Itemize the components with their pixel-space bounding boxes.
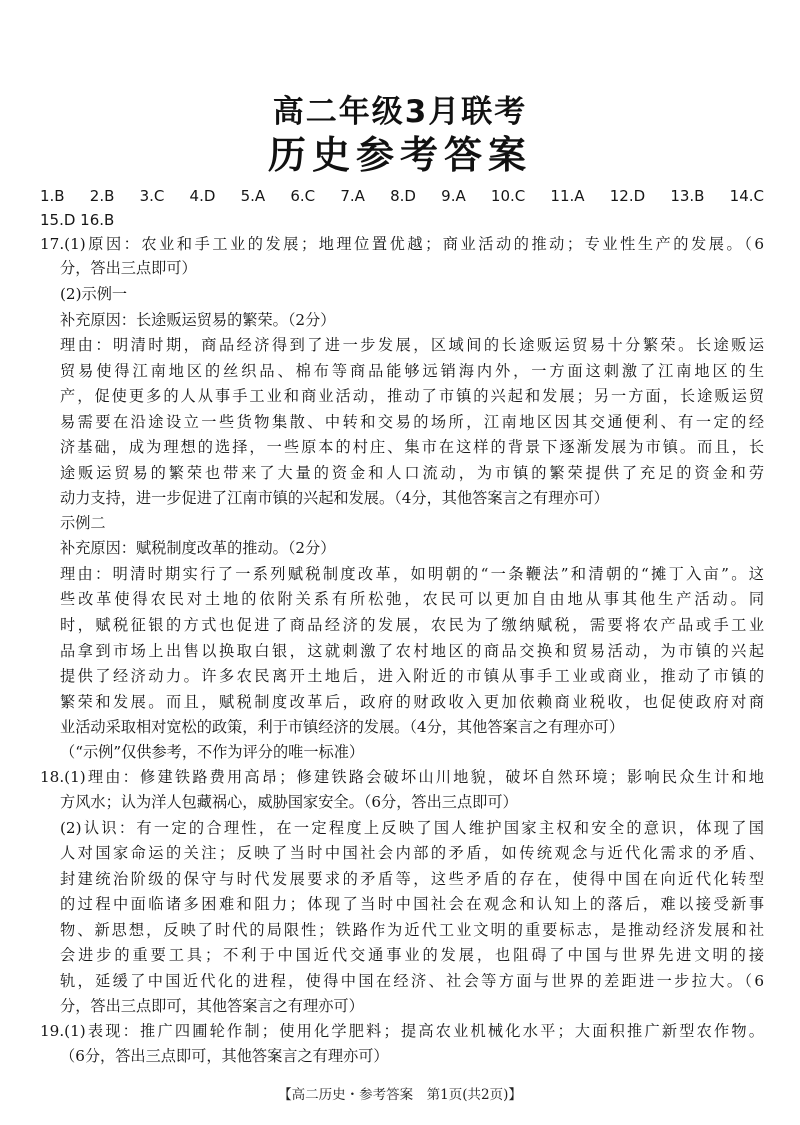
mc-answers-line-2: 15.D 16.B: [40, 211, 115, 229]
q17-line: 济基础，成为理想的选择，一些原本的村庄、集市在这样的背景下逐渐发展为市镇。而且，长: [60, 438, 764, 456]
q17-line: 贸易使得江南地区的丝织品、棉布等商品能够远销海内外，一方面这刺激了江南地区的生: [60, 362, 764, 380]
q17-line: 理由：明清时期实行了一系列赋税制度改革，如明朝的“一条鞭法”和清朝的“摊丁入亩”。这: [60, 565, 764, 583]
q17-line: 易需要在沿途设立一些货物集散、中转和交易的场所，江南地区因其交通便利、有一定的经: [60, 413, 764, 431]
q17-line: 理由：明清时期，商品经济得到了进一步发展，区域间的长途贩运贸易十分繁荣。长途贩运: [60, 336, 764, 354]
q17-line: 些改革使得农民对土地的依附关系有所松弛，农民可以更加自由地从事其他生产活动。同: [60, 590, 764, 608]
q19-line: 19.(1)表现：推广四圃轮作制；使用化学肥料；提高农业机械化水平；大面积推广新型农作物。: [40, 1022, 764, 1040]
q17-line: 产，促使更多的人从事手工业和商业活动，推动了市镇的兴起和发展；另一方面，长途贩运贸: [60, 387, 764, 405]
q19-line: （6分，答出三点即可，其他答案言之有理亦可）: [60, 1047, 389, 1065]
q18-line: 物、新思想，反映了时代的局限性；铁路作为近代工业文明的重要标志，是推动经济发展和社: [60, 921, 764, 939]
q17-line: 补充原因：长途贩运贸易的繁荣。（2分）: [60, 311, 336, 329]
q17-line: 补充原因：赋税制度改革的推动。（2分）: [60, 539, 336, 557]
q17-line: 17.(1)原因：农业和手工业的发展；地理位置优越；商业活动的推动；专业性生产的发展。（6: [40, 235, 764, 253]
q18-line: 人对国家命运的关注；反映了当时中国社会内部的矛盾，如传统观念与近代化需求的矛盾、: [60, 844, 764, 862]
mc-answers-line-1: 1.B 2.B 3.C 4.D 5.A 6.C 7.A 8.D 9.A 10.C 11.A 12.D 13.B 14.C: [40, 187, 764, 205]
q18-line: 分，答出三点即可，其他答案言之有理亦可）: [60, 997, 364, 1015]
q17-note: （“示例”仅供参考，不作为评分的唯一标准）: [60, 743, 365, 761]
q18-line: 18.(1)理由：修建铁路费用高昂；修建铁路会破坏山川地貌，破坏自然环境；影响民众生计和地: [40, 768, 764, 786]
q17-line: 途贩运贸易的繁荣也带来了大量的资金和人口流动，为市镇的繁荣提供了充足的资金和劳: [60, 464, 764, 482]
q17-line: 繁荣和发展。而且，赋税制度改革后，政府的财政收入更加依赖商业税收，也促使政府对商: [60, 693, 764, 711]
document-title: 历史参考答案: [267, 133, 532, 177]
q18-line: 封建统治阶级的保守与时代发展要求的矛盾等，这些矛盾的存在，使得中国在向近代化转型: [60, 870, 764, 888]
q17-line: 提供了经济动力。许多农民离开土地后，进入附近的市镇从事手工业或商业，推动了市镇的: [60, 667, 764, 685]
q17-line: 时，赋税征银的方式也促进了商品经济的发展，农民为了缴纳赋税，需要将农产品或手工业: [60, 616, 764, 634]
q18-line: 轨，延缓了中国近代化的进程，使得中国在经济、社会等方面与世界的差距进一步拉大。（6: [60, 972, 764, 990]
q18-line: (2)认识：有一定的合理性，在一定程度上反映了国人维护国家主权和安全的意识，体现了国: [60, 819, 764, 837]
q18-line: 的过程中面临诸多困难和阻力；体现了当时中国社会在观念和认知上的落后，难以接受新事: [60, 895, 764, 913]
q17-line: 动力支持，进一步促进了江南市镇的兴起和发展。（4分，其他答案言之有理亦可）: [60, 489, 609, 507]
q17-line: 业活动采取相对宽松的政策，利于市镇经济的发展。（4分，其他答案言之有理亦可）: [60, 718, 625, 736]
page-footer: 【高二历史・参考答案 第1页(共2页)】: [278, 1087, 522, 1103]
q18-line: 方风水；认为洋人包藏祸心，威胁国家安全。（6分，答出三点即可）: [60, 793, 518, 811]
q17-line: 分，答出三点即可）: [60, 259, 197, 277]
q18-line: 会进步的重要工具；不利于中国近代交通事业的发展，也阻碍了中国与世界先进文明的接: [60, 946, 764, 964]
exam-title: 高二年级3月联考: [272, 94, 528, 130]
q17-line: (2)示例一: [60, 285, 128, 303]
q17-line: 示例二: [60, 514, 106, 532]
q17-line: 品拿到市场上出售以换取白银，这就刺激了农村地区的商品交换和贸易活动，为市镇的兴起: [60, 642, 764, 660]
